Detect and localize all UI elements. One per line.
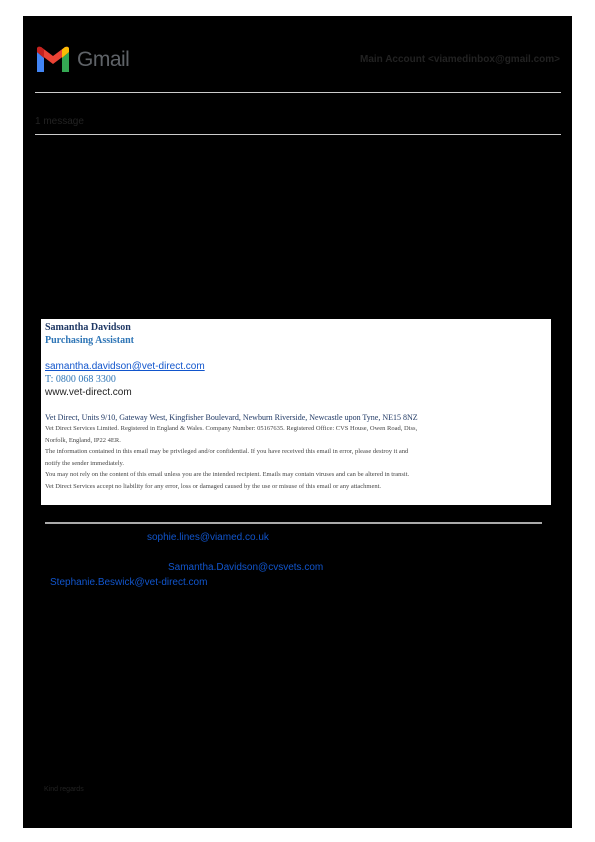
signature-legal-line: Norfolk, England, IP22 4ER. bbox=[45, 436, 121, 444]
signature-role: Purchasing Assistant bbox=[45, 335, 135, 346]
sophie-email-link[interactable]: sophie.lines@viamed.co.uk bbox=[147, 532, 269, 543]
gmail-m-icon bbox=[35, 46, 71, 74]
header-divider bbox=[35, 92, 561, 93]
signature-legal-line: You may not rely on the content of this email unless you are the intended recipient. Emails may contain viruses and can be altered in transit. bbox=[45, 471, 410, 478]
quote-divider bbox=[45, 522, 542, 524]
signature-legal-line: Vet Direct Services accept no liability for any error, loss or damaged caused by the use or misuse of this email or any attachment. bbox=[45, 482, 382, 490]
signature-phone: T: 0800 068 3300 bbox=[45, 374, 116, 385]
stephanie-email-link[interactable]: Stephanie.Beswick@vet-direct.com bbox=[50, 577, 208, 588]
gmail-wordmark: Gmail bbox=[77, 48, 130, 71]
samantha-email-link[interactable]: Samantha.Davidson@cvsvets.com bbox=[168, 562, 324, 573]
message-count: 1 message bbox=[35, 116, 84, 127]
closing-text: Kind regards bbox=[44, 786, 84, 793]
signature-email-link[interactable]: samantha.davidson@vet-direct.com bbox=[45, 361, 205, 372]
signature-address: Vet Direct, Units 9/10, Gateway West, Kingfisher Boulevard, Newburn Riverside, Newcastle upon Tyne, NE15 8NZ bbox=[45, 413, 418, 422]
signature-name: Samantha Davidson bbox=[45, 322, 131, 333]
email-signature bbox=[41, 319, 551, 505]
signature-legal-line: Vet Direct Services Limited. Registered in England & Wales. Company Number: 05167635. Registered Office: CVS House, Owen Road, Diss, bbox=[45, 425, 418, 432]
thread-divider bbox=[35, 134, 561, 135]
email-page bbox=[23, 16, 572, 828]
account-label: Main Account <viamedinbox@gmail.com> bbox=[360, 54, 560, 65]
signature-legal-line: The information contained in this email may be privileged and/or confidential. If you have received this email in error, please destroy it and bbox=[45, 448, 409, 455]
gmail-logo bbox=[35, 46, 145, 74]
signature-legal-line: notify the sender immediately. bbox=[45, 459, 124, 467]
signature-website-link[interactable]: www.vet-direct.com bbox=[45, 387, 132, 398]
